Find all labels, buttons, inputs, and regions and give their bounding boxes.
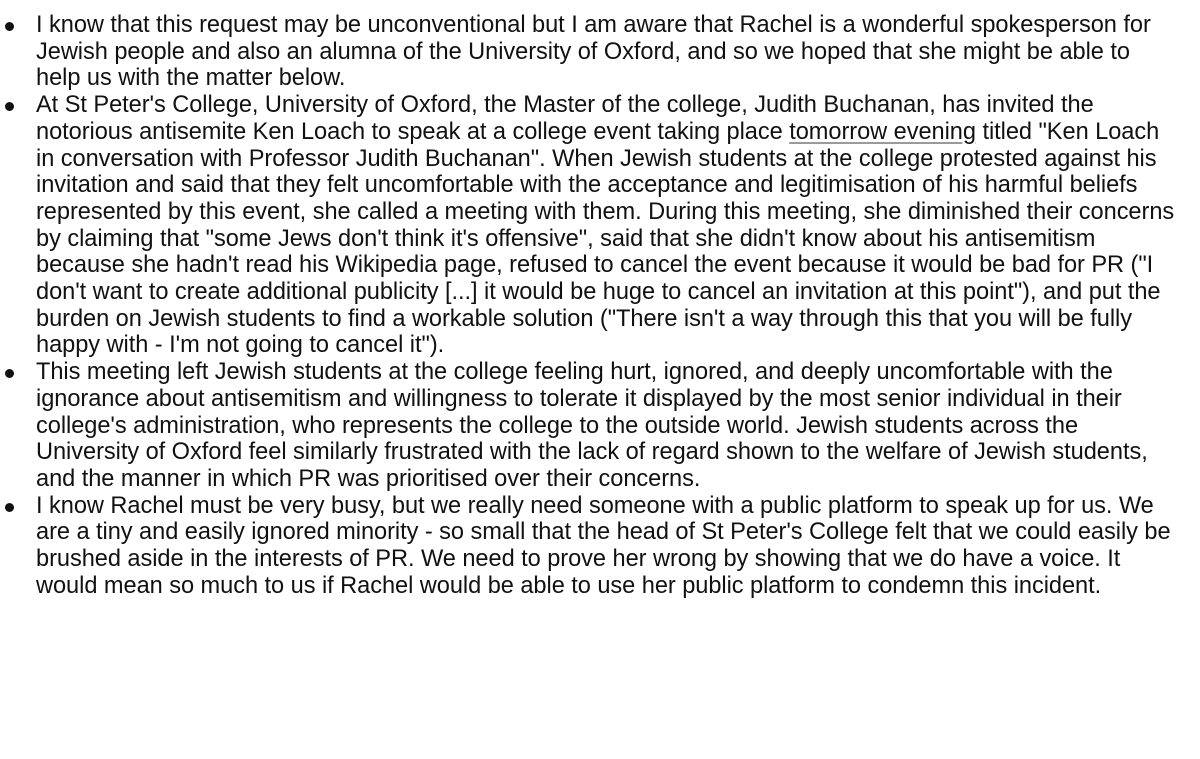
bullet-dot-icon bbox=[5, 102, 14, 111]
date-link[interactable]: tomorrow evening bbox=[789, 118, 976, 145]
bullet-dot-icon bbox=[5, 22, 14, 31]
bullet-text-before-link: At St Peter's College, University of Oxford, the Master of the college, Judith Buchanan, has invited the notorious antisemite Ken Loach to speak at a college event taking place bbox=[36, 92, 1094, 145]
bullet-text: I know Rachel must be very busy, but we really need someone with a public platform to speak up for us. We are a tiny and easily ignored minority - so small that the head of St Peter's College felt that we could easily be brushed aside in the interests of PR. We need to prove her wrong by showing that we do have a voice. It would mean so much to us if Rachel would be able to use her public platform to condemn this incident. bbox=[36, 492, 1171, 599]
bullet-item-event-details bbox=[0, 92, 1200, 359]
bullet-item-impact bbox=[0, 359, 1200, 493]
bullet-item-request bbox=[0, 12, 1200, 92]
bullet-text: I know that this request may be unconventional but I am aware that Rachel is a wonderful spokesperson for Jewish people and also an alumna of the University of Oxford, and so we hoped that she might be able to help us with the matter below. bbox=[36, 12, 1151, 92]
document-body bbox=[0, 12, 1200, 599]
bullet-dot-icon bbox=[5, 503, 14, 512]
bullet-text: This meeting left Jewish students at the college feeling hurt, ignored, and deeply uncomfortable with the ignorance about antisemitism and willingness to tolerate it displayed by the most senior individual in their college's administration, who represents the college to the outside world. Jewish students across the University of Oxford feel similarly frustrated with the lack of regard shown to the welfare of Jewish students, and the manner in which PR was prioritised over their concerns. bbox=[36, 359, 1148, 492]
bullet-list bbox=[0, 12, 1200, 599]
bullet-item-appeal bbox=[0, 493, 1200, 600]
bullet-dot-icon bbox=[5, 369, 14, 378]
bullet-text-after-link: titled "Ken Loach in conversation with Professor Judith Buchanan". When Jewish students at the college protested against his invitation and said that they felt uncomfortable with the acceptance and legitimisation of his harmful beliefs represented by this event, she called a meeting with them. During this meeting, she diminished their concerns by claiming that "some Jews don't think it's offensive", said that she didn't know about his antisemitism because she hadn't read his Wikipedia page, refused to cancel the event because it would be bad for PR ("I don't want to create additional publicity [...] it would be huge to cancel an invitation at this point"), and put the burden on Jewish students to find a workable solution ("There isn't a way through this that you will be fully happy with - I'm not going to cancel it"). bbox=[36, 118, 1175, 359]
